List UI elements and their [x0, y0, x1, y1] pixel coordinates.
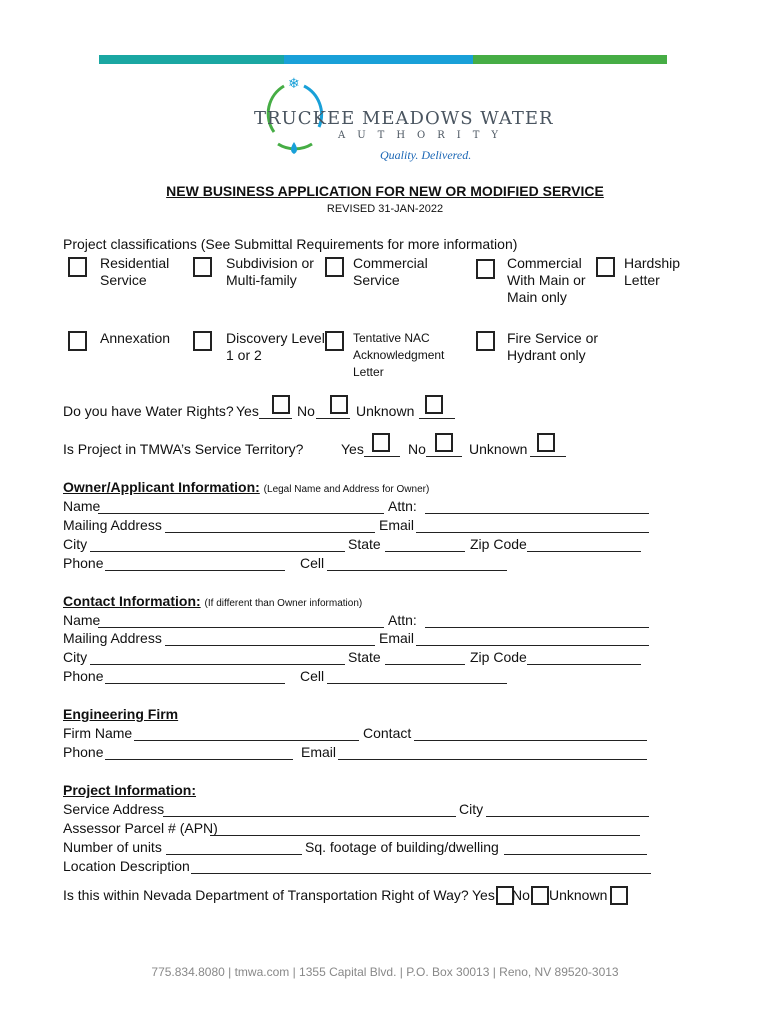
checkbox-commercial-service[interactable] — [325, 257, 344, 277]
checkbox-commercial-main[interactable] — [476, 259, 495, 279]
territory-yes-label: Yes — [341, 441, 364, 457]
checkbox-territory-no[interactable] — [435, 433, 453, 452]
label-hardship: Hardship Letter — [624, 255, 681, 288]
owner-cell-label: Cell — [300, 555, 325, 571]
owner-cell-field[interactable] — [327, 570, 507, 571]
territory-unknown-label: Unknown — [469, 441, 528, 457]
contact-name-label: Name — [63, 612, 101, 628]
checkbox-discovery[interactable] — [193, 331, 212, 351]
logo-authority: AUTHORITY — [338, 130, 510, 141]
water-rights-no-label: No — [297, 403, 315, 419]
engineering-firm-label: Firm Name — [63, 725, 133, 741]
contact-cell-field[interactable] — [327, 683, 507, 684]
water-rights-no-line — [316, 418, 350, 419]
owner-mailing-label: Mailing Address — [63, 517, 162, 533]
project-heading: Project Information: — [63, 782, 197, 798]
owner-email-field[interactable] — [416, 532, 649, 533]
owner-name-field[interactable] — [98, 513, 384, 514]
checkbox-ndot-no[interactable] — [531, 886, 549, 905]
contact-city-field[interactable] — [90, 664, 345, 665]
contact-phone-field[interactable] — [105, 683, 285, 684]
checkbox-water-rights-yes[interactable] — [272, 395, 290, 414]
checkbox-annexation[interactable] — [68, 331, 87, 351]
owner-phone-field[interactable] — [105, 570, 285, 571]
project-service-address-label: Service Address — [63, 801, 165, 817]
contact-zip-label: Zip Code — [470, 649, 527, 665]
checkbox-water-rights-unknown[interactable] — [425, 395, 443, 414]
project-units-field[interactable] — [166, 854, 302, 855]
contact-attn-label: Attn: — [388, 612, 417, 628]
ndot-no-label: No — [512, 887, 530, 903]
footer-contact: 775.834.8080 | tmwa.com | 1355 Capital Blvd. | P.O. Box 30013 | Reno, NV 89520-3013 — [151, 965, 619, 979]
checkbox-territory-unknown[interactable] — [537, 433, 555, 452]
checkbox-tentative-nac[interactable] — [325, 331, 344, 351]
checkbox-fire-service[interactable] — [476, 331, 495, 351]
form-title: NEW BUSINESS APPLICATION FOR NEW OR MODIFIED SERVICE — [166, 183, 604, 199]
label-discovery: Discovery Level 1 or 2 — [226, 330, 325, 363]
contact-name-field[interactable] — [98, 627, 384, 628]
water-rights-unknown-line — [419, 418, 455, 419]
label-commercial-main: Commercial With Main or Main only — [507, 255, 586, 305]
contact-mailing-field[interactable] — [165, 645, 375, 646]
project-service-address-field[interactable] — [163, 816, 456, 817]
project-city-label: City — [459, 801, 484, 817]
owner-phone-label: Phone — [63, 555, 104, 571]
territory-unknown-line — [530, 456, 566, 457]
owner-city-field[interactable] — [90, 551, 345, 552]
owner-mailing-field[interactable] — [165, 532, 375, 533]
engineering-phone-label: Phone — [63, 744, 104, 760]
contact-email-field[interactable] — [416, 645, 649, 646]
project-units-label: Number of units — [63, 839, 162, 855]
water-rights-yes-label: Yes — [236, 403, 259, 419]
svg-text:❄: ❄ — [288, 76, 300, 92]
owner-state-label: State — [348, 536, 381, 552]
header-bar-green — [473, 55, 667, 64]
revised-date: REVISED 31-JAN-2022 — [326, 203, 444, 215]
checkbox-hardship[interactable] — [596, 257, 615, 277]
contact-heading-row — [63, 593, 362, 612]
territory-no-label: No — [408, 441, 426, 457]
owner-heading: Owner/Applicant Information: — [63, 479, 260, 495]
water-rights-yes-line — [259, 418, 292, 419]
logo — [250, 72, 554, 172]
project-sqft-label: Sq. footage of building/dwelling — [305, 839, 499, 855]
owner-zip-label: Zip Code — [470, 536, 527, 552]
water-rights-question: Do you have Water Rights? — [63, 403, 234, 419]
project-location-field[interactable] — [191, 873, 651, 874]
label-residential: Residential Service — [100, 255, 170, 288]
checkbox-water-rights-no[interactable] — [330, 395, 348, 414]
engineering-firm-field[interactable] — [134, 740, 359, 741]
owner-note: (Legal Name and Address for Owner) — [263, 484, 430, 495]
header-bar-blue — [284, 55, 473, 64]
ndot-unknown-label: Unknown — [549, 887, 608, 903]
territory-question: Is Project in TMWA’s Service Territory? — [63, 441, 304, 457]
engineering-contact-field[interactable] — [414, 740, 647, 741]
territory-no-line — [426, 456, 462, 457]
engineering-contact-label: Contact — [363, 725, 412, 741]
project-apn-field[interactable] — [210, 835, 640, 836]
project-apn-label: Assessor Parcel # (APN) — [63, 820, 218, 836]
label-tentative-nac: Tentative NAC Acknowledgment Letter — [353, 331, 445, 379]
label-fire-service: Fire Service or Hydrant only — [507, 330, 599, 363]
project-location-label: Location Description — [63, 858, 190, 874]
owner-attn-label: Attn: — [388, 498, 417, 514]
checkbox-residential[interactable] — [68, 257, 87, 277]
contact-heading: Contact Information: — [63, 593, 201, 609]
label-annexation: Annexation — [100, 330, 171, 346]
checkbox-territory-yes[interactable] — [372, 433, 390, 452]
classifications-heading: Project classifications (See Submittal Requirements for more information) — [63, 236, 518, 252]
contact-phone-label: Phone — [63, 668, 104, 684]
water-rights-unknown-label: Unknown — [356, 403, 415, 419]
header-bar-teal — [99, 55, 284, 64]
owner-zip-field[interactable] — [527, 551, 641, 552]
label-subdivision: Subdivision or Multi-family — [226, 255, 314, 288]
engineering-email-label: Email — [301, 744, 337, 760]
logo-name: TRUCKEE MEADOWS WATER — [254, 108, 554, 129]
engineering-heading: Engineering Firm — [63, 706, 179, 722]
owner-heading-row — [63, 479, 429, 498]
label-commercial-service: Commercial Service — [353, 255, 428, 288]
engineering-phone-field[interactable] — [105, 759, 293, 760]
ndot-yes-label: Yes — [472, 887, 495, 903]
owner-name-label: Name — [63, 498, 101, 514]
contact-state-label: State — [348, 649, 381, 665]
ndot-question: Is this within Nevada Department of Transportation Right of Way? — [63, 887, 469, 903]
project-city-field[interactable] — [486, 816, 649, 817]
contact-attn-field[interactable] — [425, 627, 649, 628]
owner-state-field[interactable] — [385, 551, 465, 552]
checkbox-ndot-unknown[interactable] — [610, 886, 628, 905]
territory-yes-line — [364, 456, 400, 457]
contact-city-label: City — [63, 649, 88, 665]
contact-zip-field[interactable] — [527, 664, 641, 665]
project-sqft-field[interactable] — [504, 854, 647, 855]
owner-city-label: City — [63, 536, 88, 552]
owner-email-label: Email — [379, 517, 415, 533]
contact-cell-label: Cell — [300, 668, 325, 684]
contact-note: (If different than Owner information) — [204, 598, 363, 609]
contact-state-field[interactable] — [385, 664, 465, 665]
checkbox-subdivision[interactable] — [193, 257, 212, 277]
engineering-email-field[interactable] — [338, 759, 647, 760]
contact-mailing-label: Mailing Address — [63, 630, 162, 646]
logo-tagline: Quality. Delivered. — [380, 148, 472, 162]
owner-attn-field[interactable] — [425, 513, 649, 514]
contact-email-label: Email — [379, 630, 415, 646]
